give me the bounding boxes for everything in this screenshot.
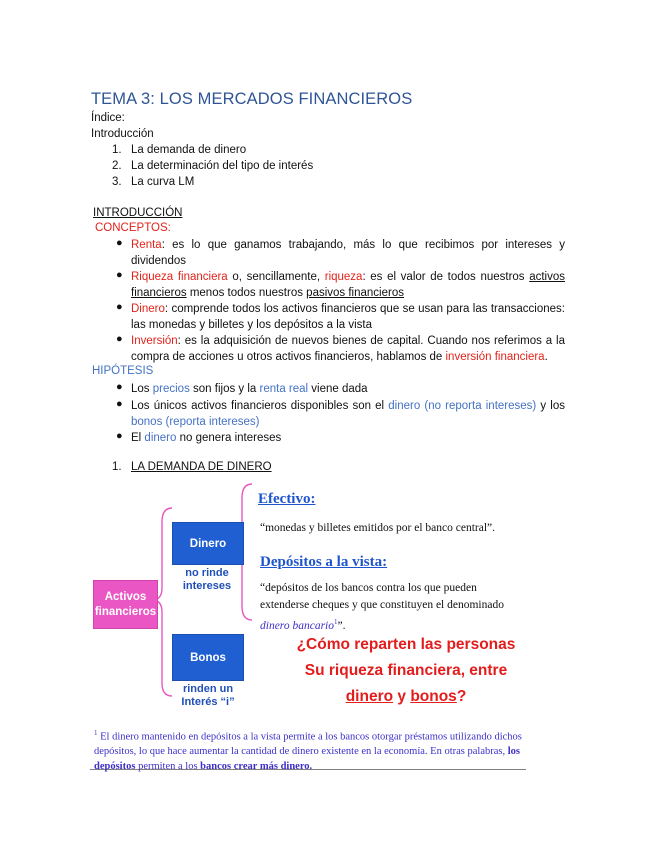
hypothesis-3: El dinero no genera intereses <box>131 432 282 444</box>
bullet-icon: ● <box>116 381 123 393</box>
intro-label: Introducción <box>91 128 154 140</box>
concept-inversion: Inversión: es la adquisición de nuevos bienes de capital. Cuando nos referimos a la compra de acciones u otros activos financieros, hablamos de inversión financiera. <box>131 335 565 363</box>
concept-renta: Renta: es lo que ganamos trabajando, más lo que recibimos por intereses y dividendos <box>131 239 565 267</box>
bullet-icon: ● <box>116 237 123 249</box>
hypotheses-label: HIPÓTESIS <box>92 365 154 377</box>
activos-financieros-box: Activos financieros <box>93 580 158 629</box>
index-item: 3. La curva LM <box>112 176 195 188</box>
bullet-icon: ● <box>116 333 123 345</box>
efectivo-heading: Efectivo: <box>258 491 316 507</box>
section-1-heading: 1. LA DEMANDA DE DINERO <box>112 461 272 473</box>
dinero-subtitle: no rinde intereses <box>182 567 232 592</box>
bullet-icon: ● <box>116 301 123 313</box>
money-demand-diagram <box>90 478 530 770</box>
bullet-icon: ● <box>116 269 123 281</box>
index-item: 2. La determinación del tipo de interés <box>112 160 314 172</box>
bonos-box: Bonos <box>172 634 244 681</box>
hypothesis-1: Los precios son fijos y la renta real viene dada <box>131 383 368 395</box>
page-title: TEMA 3: LOS MERCADOS FINANCIEROS <box>91 90 413 108</box>
index-label: Índice: <box>91 112 125 124</box>
section-introduccion: INTRODUCCIÓN <box>93 207 183 219</box>
concept-riqueza: Riqueza financiera o, sencillamente, riqueza: es el valor de todos nuestros activos financieros menos todos nuestros pasivos financieros <box>131 271 565 299</box>
dinero-box: Dinero <box>172 522 244 565</box>
concept-dinero: Dinero: comprende todos los activos financieros que se usan para las transacciones: las monedas y billetes y los depósitos a la vista <box>131 303 565 331</box>
index-item: 1. La demanda de dinero <box>112 144 247 156</box>
bullet-icon: ● <box>116 398 123 410</box>
depositos-heading: Depósitos a la vista: <box>260 554 388 570</box>
hypothesis-2: Los únicos activos financieros disponibles son el dinero (no reporta intereses) y los bonos (reporta intereses) <box>131 400 565 428</box>
efectivo-text: “monedas y billetes emitidos por el banco central”. <box>260 522 496 534</box>
depositos-text: “depósitos de los bancos contra los que pueden extenderse cheques y que constituyen el denominado dinero bancario$^1$”. <box>260 582 504 632</box>
footnote: $^1$ El dinero mantenido en depósitos a la vista permite a los bancos otorgar préstamos utilizando dichos depósitos, lo que hace aumentar la cantidad de dinero existente en la economía. En otras palabras, los depósitos permiten a los bancos crear más dinero. <box>94 729 522 772</box>
question-text: ¿Cómo reparten las personas Su riqueza financiera, entre dinero y bonos? <box>296 636 516 705</box>
bullet-icon: ● <box>116 430 123 442</box>
bonos-subtitle: rinden un Interés “i” <box>181 683 235 708</box>
concepts-label: CONCEPTOS: <box>95 222 171 234</box>
